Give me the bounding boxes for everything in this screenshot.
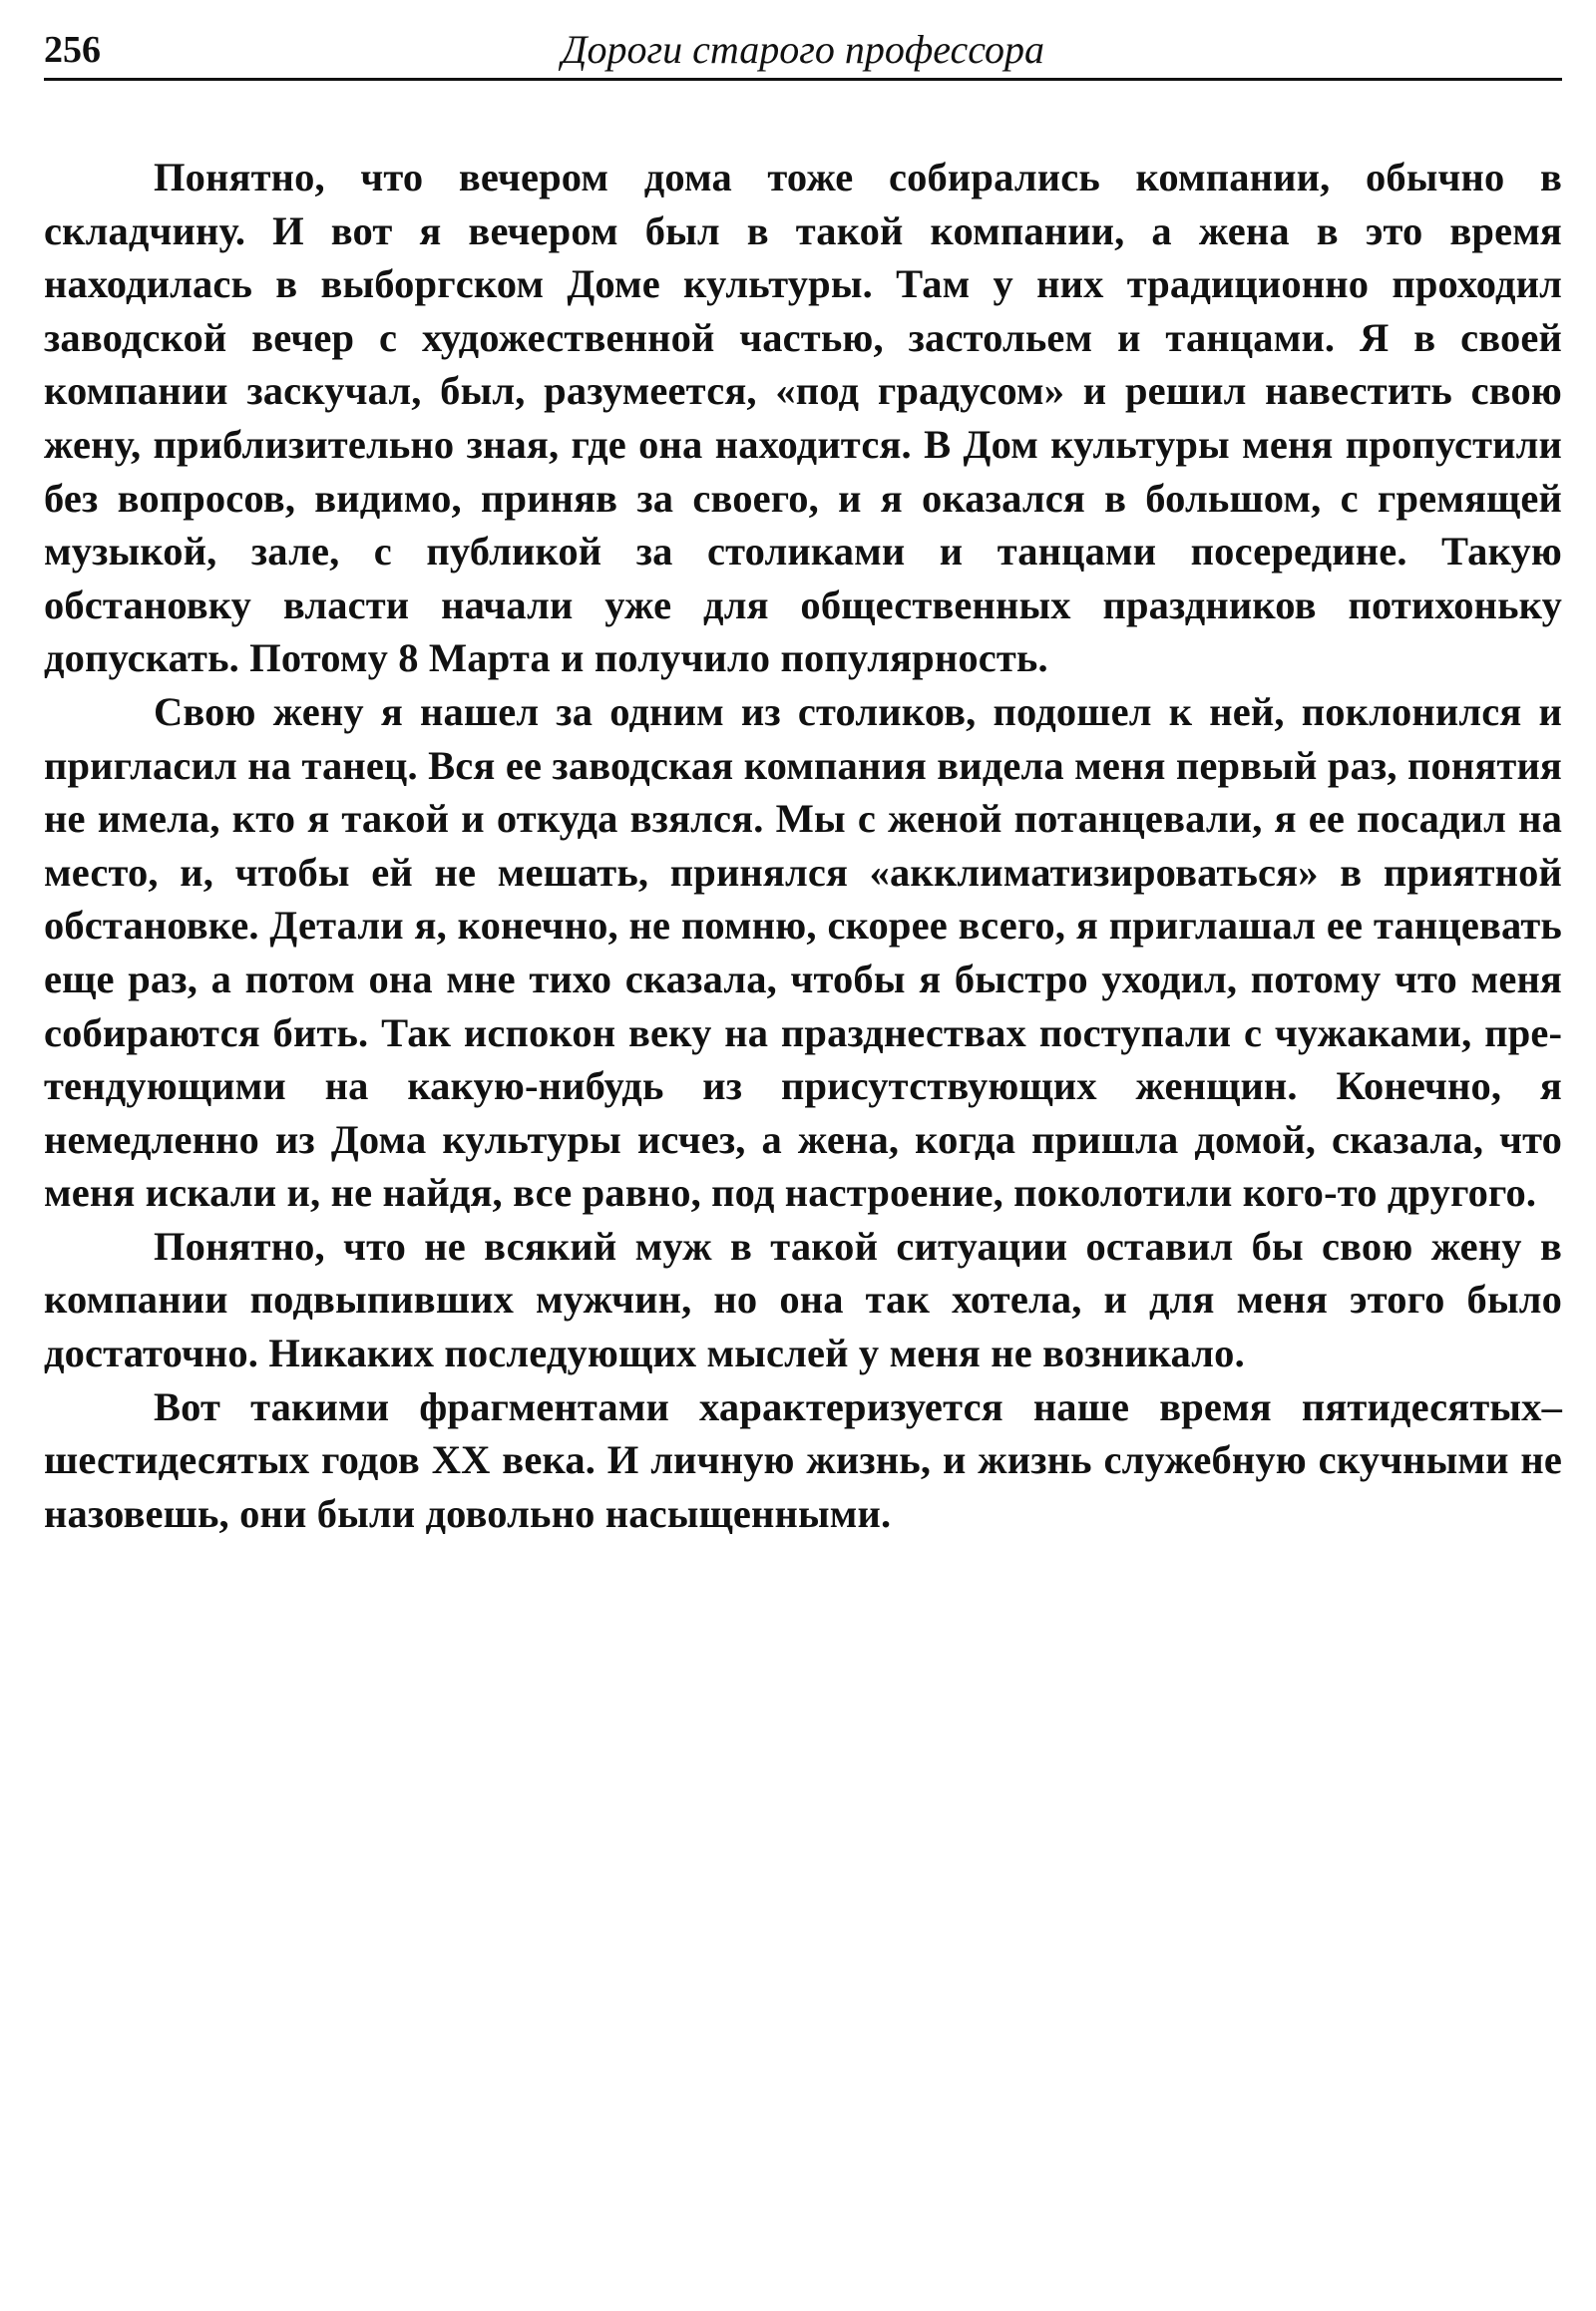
book-page — [44, 24, 1562, 1540]
paragraph: Понятно, что вечером дома тоже собирались компании, обычно в складчину. И вот я вечером был в такой компании, а жена в это время находилась в выборгском Доме культуры. Там у них традиционно проходил заводской вечер с художественной частью, застольем и танцами. Я в своей компании заскучал, был, разумеется, «под градусом» и решил навестить свою жену, приблизительно зная, где она находится. В Дом культуры меня пропустили без вопросов, видимо, приняв за своего, и я оказался в большом, с гремящей музыкой, зале, с публикой за столиками и танцами посередине. Такую обстановку власти начали уже для общественных праздников потихоньку допускать. Потому 8 Марта и получило популярность. — [44, 155, 1562, 681]
page-number: 256 — [44, 29, 101, 71]
body-text — [44, 151, 1562, 1540]
paragraph: Вот такими фрагментами характеризуется наше время пятидесятых–шестидесятых годов XX века. И личную жизнь, и жизнь служебную скучными не назовешь, они были довольно насыщенными. — [44, 1383, 1562, 1536]
paragraph: Свою жену я нашел за одним из столиков, подошел к ней, поклонился и пригласил на танец. Вся ее заводская компания видела меня первый раз, понятия не имела, кто я такой и откуда взялся. Мы с женой потанцевали, я ее посадил на место, и, чтобы ей не мешать, принялся «акклиматизироваться» в приятной обстановке. Детали я, конечно, не помню, скорее всего, я приглашал ее танцевать еще раз, а потом она мне тихо сказала, чтобы я быстро уходил, потому что меня собираются бить. Так испокон веку на празднествах поступали с чужаками, претендующими на какую-нибудь из присутствующих женщин. Конечно, я немедленно из Дома культуры исчез, а жена, когда пришла домой, сказала, что меня искали и, не найдя, все равно, под настроение, поколотили кого-то другого. — [44, 688, 1562, 1216]
running-title: Дороги старого профессора — [562, 27, 1044, 72]
running-head — [44, 24, 1562, 81]
paragraph: Понятно, что не всякий муж в такой ситуации оставил бы свою жену в компании подвыпивших мужчин, но она так хотела, и для меня этого было достаточно. Никаких последующих мыслей у меня не возникало. — [44, 1223, 1562, 1376]
